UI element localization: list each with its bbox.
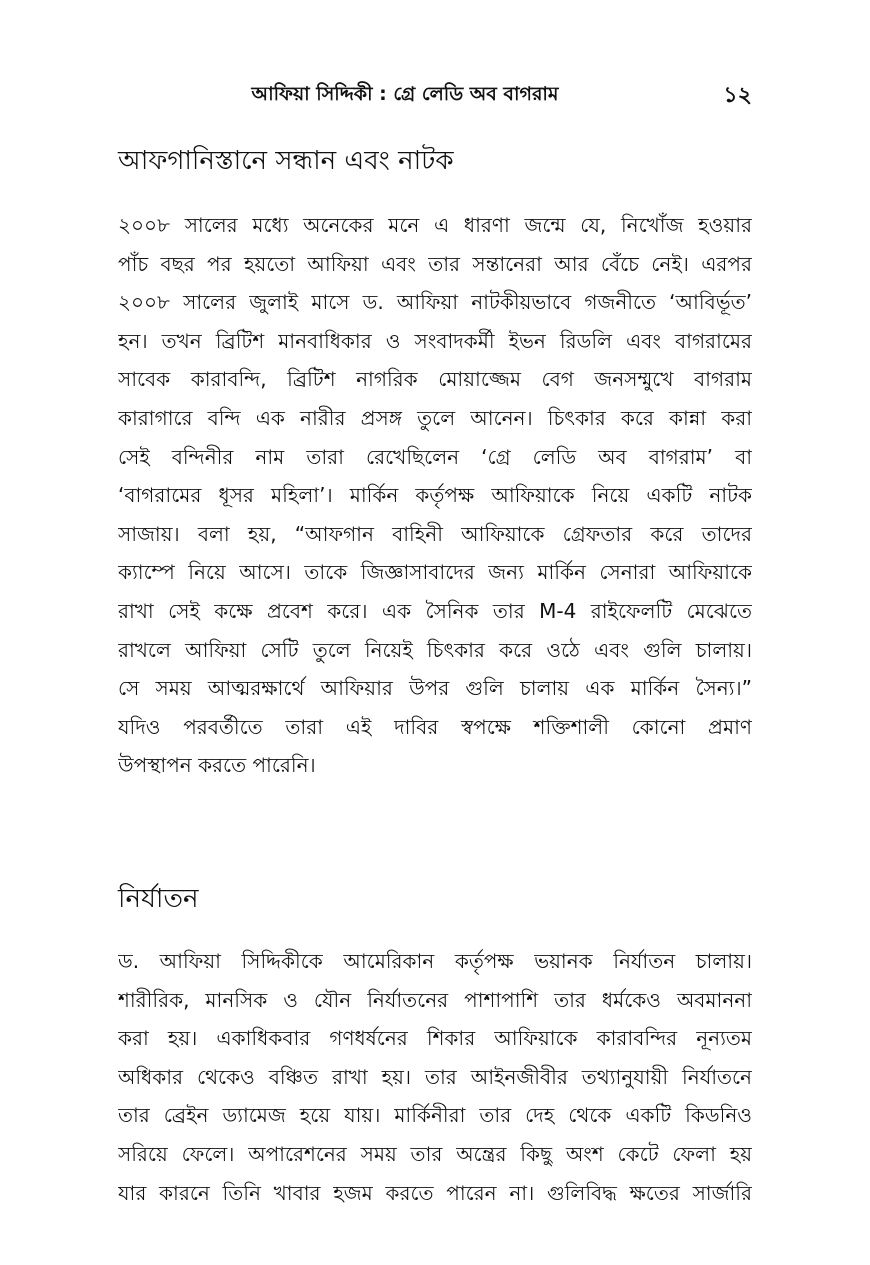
text-line: যার কারনে তিনি খাবার হজম করতে পারেন না। গুলিবিদ্ধ ক্ষতের সার্জারি: [118, 1180, 752, 1205]
text-line: ২০০৮ সালের জুলাই মাসে ড. আফিয়া নাটকীয়ভাবে গজনীতে ‘আবির্ভূত’: [118, 290, 752, 315]
paragraph-afghanistan: [118, 206, 752, 785]
running-title: আফিয়া সিদ্দিকী : গ্রে লেডি অব বাগরাম: [251, 83, 559, 105]
section-heading-torture: নির্যাতন: [118, 884, 199, 914]
text-line: রাখলে আফিয়া সেটি তুলে নিয়েই চিৎকার করে ওঠে এবং গুলি চালায়।: [118, 637, 752, 662]
page-number: ১২: [723, 83, 752, 108]
text-line: করা হয়। একাধিকবার গণধর্ষনের শিকার আফিয়াকে কারাবন্দির নূন্যতম: [118, 1026, 752, 1051]
text-line: তার ব্রেইন ড্যামেজ হয়ে যায়। মার্কিনীরা তার দেহ থেকে একটি কিডনিও: [118, 1103, 752, 1128]
text-line: কারাগারে বন্দি এক নারীর প্রসঙ্গ তুলে আনেন। চিৎকার করে কান্না করা: [118, 405, 752, 430]
text-line: সে সময় আত্মরক্ষার্থে আফিয়ার উপর গুলি চালায় এক মার্কিন সৈন্য।”: [118, 676, 752, 701]
text-line: ‘বাগরামের ধূসর মহিলা’। মার্কিন কর্তৃপক্ষ আফিয়াকে নিয়ে একটি নাটক: [118, 483, 752, 508]
text-line: রাখা সেই কক্ষে প্রবেশ করে। এক সৈনিক তার M-4 রাইফেলটি মেঝেতে: [118, 598, 752, 623]
text-line: ২০০৮ সালের মধ্যে অনেকের মনে এ ধারণা জন্মে যে, নিখোঁজ হওয়ার: [118, 213, 752, 237]
text-line: যদিও পরবর্তীতে তারা এই দাবির স্বপক্ষে শক্তিশালী কোনো প্রমাণ: [118, 714, 752, 739]
text-line: শারীরিক, মানসিক ও যৌন নির্যাতনের পাশাপাশি তার ধর্মকেও অবমাননা: [118, 987, 752, 1012]
text-line: পাঁচ বছর পর হয়তো আফিয়া এবং তার সন্তানেরা আর বেঁচে নেই। এরপর: [118, 251, 752, 276]
section-heading-afghanistan: আফগানিস্তানে সন্ধান এবং নাটক: [118, 146, 454, 176]
running-header: [118, 80, 752, 112]
text-line: সরিয়ে ফেলে। অপারেশনের সময় তার অন্ত্রের কিছু অংশ কেটে ফেলা হয়: [118, 1141, 752, 1166]
text-line: অধিকার থেকেও বঞ্চিত রাখা হয়। তার আইনজীবীর তথ্যানুযায়ী নির্যাতনে: [118, 1064, 752, 1089]
text-line: উপস্থাপন করতে পারেনি।: [118, 753, 316, 778]
text-line: হন। তখন ব্রিটিশ মানবাধিকার ও সংবাদকর্মী ইভন রিডলি এবং বাগরামের: [118, 328, 752, 353]
text-line: ড. আফিয়া সিদ্দিকীকে আমেরিকান কর্তৃপক্ষ ভয়ানক নির্যাতন চালায়।: [118, 949, 752, 973]
paragraph-torture: [118, 942, 752, 1212]
text-line: সাবেক কারাবন্দি, ব্রিটিশ নাগরিক মোয়াজ্জেম বেগ জনসম্মুখে বাগরাম: [118, 367, 752, 392]
text-line: সেই বন্দিনীর নাম তারা রেখেছিলেন ‘গ্রে লেডি অব বাগরাম’ বা: [118, 444, 752, 469]
text-line: ক্যাম্পে নিয়ে আসে। তাকে জিজ্ঞাসাবাদের জন্য মার্কিন সেনারা আফিয়াকে: [118, 560, 752, 585]
text-line: সাজায়। বলা হয়, “আফগান বাহিনী আফিয়াকে গ্রেফতার করে তাদের: [118, 521, 752, 546]
